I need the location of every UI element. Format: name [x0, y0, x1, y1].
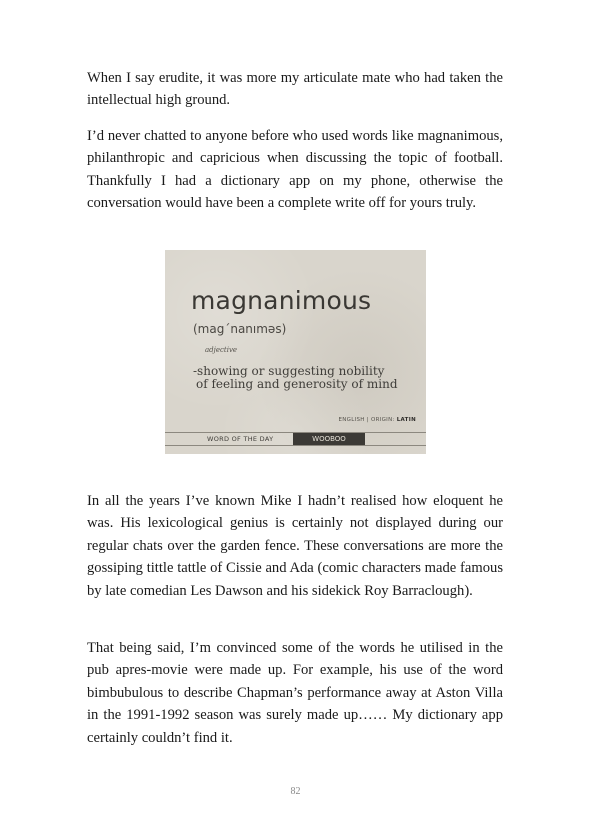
origin-label	[338, 417, 416, 423]
origin-value: LATIN	[396, 417, 416, 423]
origin-prefix: ENGLISH | ORIGIN:	[338, 417, 395, 423]
paragraph-1: When I say erudite, it was more my articulate mate who had taken the intellectual high ground.	[87, 70, 503, 109]
brand-logo: WOOBOO	[293, 433, 365, 445]
dictionary-word: magnanimous	[191, 286, 372, 315]
banner-bar	[165, 432, 426, 446]
page-number: 82	[290, 786, 301, 797]
definition-line-2: of feeling and generosity of mind	[196, 377, 398, 391]
paragraph-4: That being said, I’m convinced some of the words he utilised in the pub apres-movie were made up. For example, his use of the word bimbubulous to describe Chapman’s performance away at Aston Villa in the 1991-1992 season was surely made up…… My dictionary app certainly couldn’t find it.	[87, 640, 503, 746]
part-of-speech: adjective	[205, 346, 238, 354]
word-of-the-day-label: WORD OF THE DAY	[207, 435, 274, 443]
paragraph-3: In all the years I’ve known Mike I hadn’t realised how eloquent he was. His lexicological genius is certainly not displayed during our regular chats over the garden fence. These conversations are more the gossiping tittle tattle of Cissie and Ada (comic characters made famous by late comedian Les Dawson and his sidekick Roy Barraclough).	[87, 493, 503, 599]
word-of-the-day-image	[165, 250, 426, 454]
pronunciation: (mag´nanıməs)	[193, 322, 287, 336]
definition	[193, 365, 413, 391]
definition-line-1: -showing or suggesting nobility	[193, 364, 385, 378]
paragraph-2: I’d never chatted to anyone before who used words like magnanimous, philanthropic and capricious when discussing the topic of football. Thankfully I had a dictionary app on my phone, otherwise the conversation would have been a complete write off for yours truly.	[87, 128, 503, 212]
